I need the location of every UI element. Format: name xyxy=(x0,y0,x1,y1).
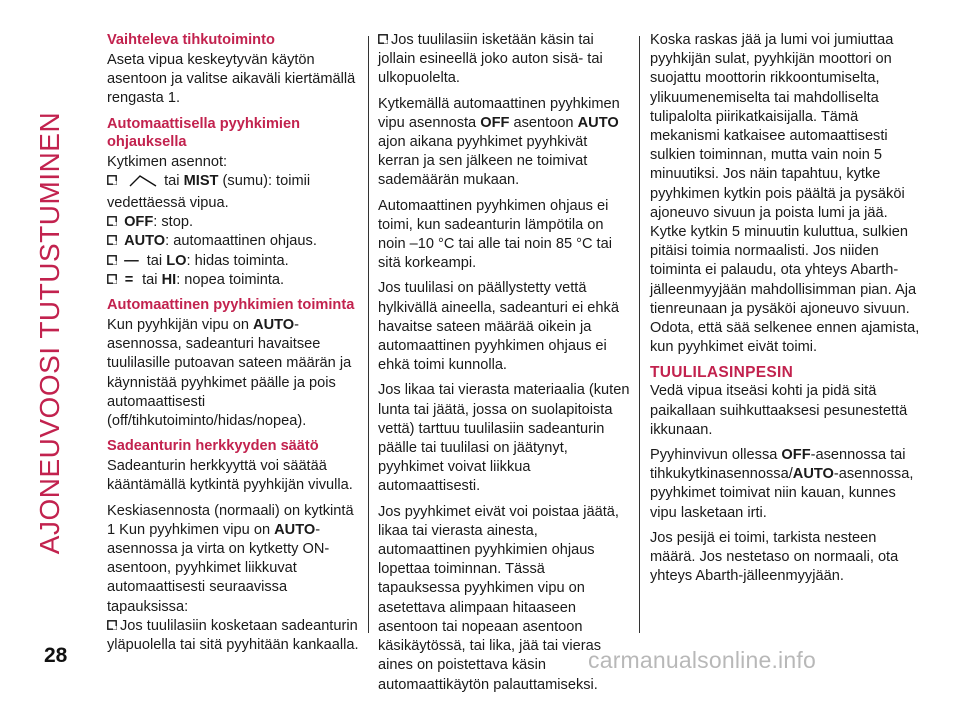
section-title-vertical: AJONEUVOOSI TUTUSTUMINEN xyxy=(34,111,65,555)
list-item: — tai LO: hidas toiminta. xyxy=(107,252,359,271)
watermark: carmanualsonline.info xyxy=(588,647,816,673)
bullet-icon xyxy=(107,175,117,185)
column-1 xyxy=(107,31,359,655)
paragraph: Pyyhinvivun ollessa OFF-asennossa tai tihkukytkinasennossa/AUTO-asennossa, pyyhkimet toimivat niin kauan, kunnes vipu lasketaan irti. xyxy=(650,447,914,521)
heading-automatic-operation: Automaattinen pyyhkimien toiminta xyxy=(107,297,355,314)
paragraph: Sadeanturin herkkyyttä voi säätää kääntämällä kytkintä pyyhkijän vivulla. xyxy=(107,458,353,494)
bullet-icon xyxy=(107,255,117,265)
paragraph: Jos pyyhkimet eivät voi poistaa jäätä, likaa tai vierasta ainesta, automaattinen pyyhkimien ohjaus lopettaa toiminnan. Tässä tapauksessa pyyhkimen vipu on asetettava alimpaan hitaaseen asentoon tai nopeaan asentoon käsikäytössä, tai lika, jää tai vieras aines on poistettava käsin automaattikäytön palauttamiseksi. xyxy=(378,503,619,693)
hi-symbol: = xyxy=(124,271,134,288)
list-item: Jos tuulilasiin isketään käsin tai jollain esineellä joko auton sisä- tai ulkopuolelta. xyxy=(378,32,603,87)
heading-sensitivity: Sadeanturin herkkyyden säätö xyxy=(107,438,319,455)
page-number: 28 xyxy=(44,644,68,667)
mist-wiper-icon xyxy=(128,174,158,194)
list-item: = tai HI: nopea toiminta. xyxy=(107,271,359,290)
lo-symbol: — xyxy=(124,252,139,269)
heading-intermittent: Vaihteleva tihkutoiminto xyxy=(107,32,275,48)
bullet-icon xyxy=(107,235,117,245)
paragraph: Keskiasennosta (normaali) on kytkintä 1 Kun pyyhkimen vipu on AUTO-asennossa ja virta on kytketty ON-asentoon, pyyhkimet liikkuvat automaattisesti seuraavissa tapauksissa: xyxy=(107,502,354,615)
list-item: OFF: stop. xyxy=(107,213,359,232)
bullet-icon xyxy=(107,274,117,284)
column-divider xyxy=(639,36,640,633)
paragraph: Jos likaa tai vierasta materiaalia (kuten lunta tai jäätä, jossa on suolapitoista vettä) tarttuu tuulilasiin sadeanturin päälle tai tuulilasi on jäätynyt, pyyhkimet voivat liikkua automaattisesti. xyxy=(378,382,630,495)
paragraph: Aseta vipua keskeytyvän käytön asentoon ja valitse aikaväli kiertämällä rengasta 1. xyxy=(107,52,356,107)
paragraph: Jos pesijä ei toimi, tarkista nesteen määrä. Jos nestetaso on normaali, ota yhteys Abarth-jälleenmyyjään. xyxy=(650,529,899,585)
list-item: tai MIST (sumu): toimii xyxy=(107,172,359,194)
column-divider xyxy=(368,36,369,633)
paragraph: Koska raskas jää ja lumi voi jumiuttaa pyyhkijän sulat, pyyhkijän moottori on suojattu moottorin rikkoontumiselta, ylikuumenemiselta tai mahdolliselta tulipalolta piirikatkaisijalla. Tämä mekanismi katkaisee automaattisesti sulkien toiminnan, mutta vain noin 5 minuutiksi. Jos näin tapahtuu, kytke pyyhkimen kytkin pois päältä ja pysäköi ajoneuvo sivuun ja poista lumi ja jää. Kytke kytkin 5 minuutin kuluttua, sulkien pitäisi toimia normaalisti. Jos niiden toiminta ei palaudu, ota yhteys Abarth-jälleenmyyjään mahdollisimman pian. Aja tienreunaan ja pysäköi ajoneuvo sivuun. Odota, että sää selkenee ennen ajamista, kun pyyhkimet eivät toimi. xyxy=(650,32,920,356)
bullet-icon xyxy=(378,34,388,44)
paragraph: Automaattinen pyyhkimen ohjaus ei toimi, kun sadeanturin lämpötila on noin –10 °C tai alle tai noin 85 °C tai sitä korkeampi. xyxy=(378,197,612,272)
list-item: Jos tuulilasiin kosketaan sadeanturin yläpuolella tai sitä pyyhitään kankaalla. xyxy=(107,617,359,654)
column-3 xyxy=(650,31,925,592)
column-2 xyxy=(378,31,630,701)
paragraph: Jos tuulilasi on päällystetty vettä hylkivällä aineella, sadeanturi ei ehkä havaitse sateen määrää oikein ja automaattinen pyyhkimen ohjaus ei ehkä toimi kunnolla. xyxy=(378,280,619,374)
paragraph: Kun pyyhkijän vipu on AUTO-asennossa, sadeanturi havaitsee tuulilasille putoavan sateen määrän ja käynnistää pyyhkimet päälle ja pois automaattisesti (off/tihkutoiminto/hidas/nopea). xyxy=(107,317,352,430)
paragraph: Kytkemällä automaattinen pyyhkimen vipu asennosta OFF asentoon AUTO ajon aikana pyyhkimet pyyhkivät kerran ja sen jälkeen ne toimivat sademäärän mukaan. xyxy=(378,95,620,189)
heading-auto-wiper-control: Automaattisella pyyhkimien ohjauksella xyxy=(107,115,301,150)
list-item: AUTO: automaattinen ohjaus. xyxy=(107,232,359,251)
paragraph: Kytkimen asennot: xyxy=(107,153,228,170)
list-item-continuation: vedettäessä vipua. xyxy=(107,195,229,212)
heading-washer: TUULILASINPESIN xyxy=(650,364,794,382)
bullet-icon xyxy=(107,216,117,226)
paragraph: Vedä vipua itseäsi kohti ja pidä sitä paikallaan suihkuttaaksesi pesunestettä ikkunaan. xyxy=(650,383,908,438)
bullet-icon xyxy=(107,620,117,630)
